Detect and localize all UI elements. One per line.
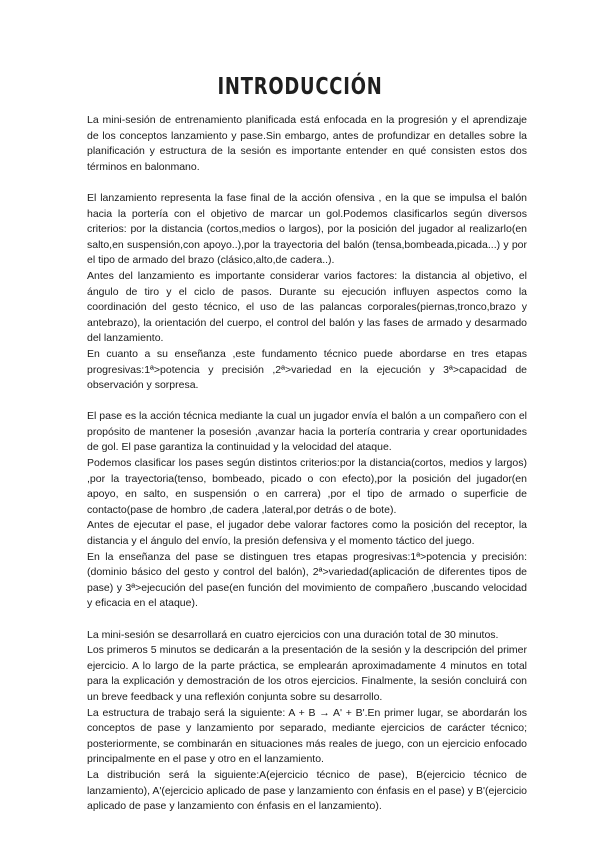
paragraph-intro: La mini-sesión de entrenamiento planificada está enfocada en la progresión y el aprendizaje de los conceptos lanzamiento y pase.Sin embargo, antes de profundizar en detalles sobre la planificación y estructura de la sesión es importante entender en qué consisten estos dos términos en balonmano.: [87, 114, 527, 173]
paragraph-pase-factors: Antes de ejecutar el pase, el jugador debe valorar factores como la posición del receptor, la distancia y el ángulo del envío, la presión defensiva y el momento táctico del juego.: [87, 519, 527, 548]
paragraph-session-timing: Los primeros 5 minutos se dedicarán a la presentación de la sesión y la descripción del primer ejercicio. A lo largo de la parte práctica, se emplearán aproximadamente 4 minutos en total para la explicación y demostración de los otros ejercicios. Finalmente, la sesión concluirá con un breve feedback y una reflexión conjunta sobre su desarrollo.: [87, 644, 527, 703]
paragraph-gap: [87, 175, 527, 191]
paragraph-lanzamiento-definition: El lanzamiento representa la fase final de la acción ofensiva , en la que se impulsa el balón hacia la portería con el objetivo de marcar un gol.Podemos clasificarlos según diversos criterios: por la distancia (cortos,medios o largos), por la posición del jugador al realizarlo(en salto,en suspensión,con apoyo..),por la trayectoria del balón (tensa,bombeada,picada...) y por el tipo de armado del brazo (clásico,alto,de cadera..).: [87, 191, 527, 267]
page-title: INTRODUCCIÓN: [217, 74, 383, 100]
paragraph-pase-definition: El pase es la acción técnica mediante la cual un jugador envía el balón a un compañero con el propósito de mantener la posesión ,avanzar hacia la portería contraria y crear oportunidades de gol. El pase garantiza la continuidad y la velocidad del ataque.: [87, 410, 527, 454]
paragraph-lanzamiento-factors: Antes del lanzamiento es importante considerar varios factores: la distancia al objetivo, el ángulo de tiro y el ciclo de pasos. Durante su ejecución influyen aspectos como la coordinación del gesto técnico, el uso de las palancas corporales(piernas,tronco,brazo y antebrazo), la orientación del cuerpo, el control del balón y las fases de armado y desarmado del lanzamiento.: [87, 269, 527, 345]
paragraph-session-structure: La estructura de trabajo será la siguiente: A + B → A' + B'.En primer lugar, se abordarán los conceptos de pase y lanzamiento por separado, mediante ejercicios de carácter técnico; posteriormente, se combinarán en situaciones más reales de juego, con un ejercicio enfocado principalmente en el pase y otro en el lanzamiento.: [87, 706, 527, 766]
paragraph-pase-teaching: En la enseñanza del pase se distinguen tres etapas progresivas:1ª>potencia y precisión: (dominio básico del gesto y control del balón), 2ª>variedad(aplicación de diferentes tipos de pase) y 3ª>ejecución del pase(en función del movimiento de compañero ,buscando velocidad y eficacia en el ataque).: [87, 550, 527, 610]
paragraph-gap: [87, 394, 527, 410]
paragraph-session-distribution: La distribución será la siguiente:A(ejercicio técnico de pase), B(ejercicio técnico de lanzamiento), A'(ejercicio aplicado de pase y lanzamiento con énfasis en el pase) y B'(ejercicio aplicado de pase y lanzamiento con énfasis en el lanzamiento).: [87, 768, 527, 813]
paragraph-lanzamiento-teaching: En cuanto a su enseñanza ,este fundamento técnico puede abordarse en tres etapas progresivas:1ª>potencia y precisión ,2ª>variedad en la ejecución y 3ª>capacidad de observación y sorpresa.: [87, 347, 527, 392]
document-body: [87, 113, 527, 815]
paragraph-session-duration: La mini-sesión se desarrollará en cuatro ejercicios con una duración total de 30 minutos.: [87, 628, 499, 641]
paragraph-gap: [87, 612, 527, 628]
paragraph-pase-classification: Podemos clasificar los pases según distintos criterios:por la distancia(cortos, medios y largos) ,por la trayectoria(tenso, bombeado, picado o con efecto),por la posición del jugador(en apoyo, en salto, en suspensión o en carrera) ,por el tipo de armado o superficie de contacto(pase de hombro ,de cadera ,lateral,por detrás o de bote).: [87, 457, 527, 516]
